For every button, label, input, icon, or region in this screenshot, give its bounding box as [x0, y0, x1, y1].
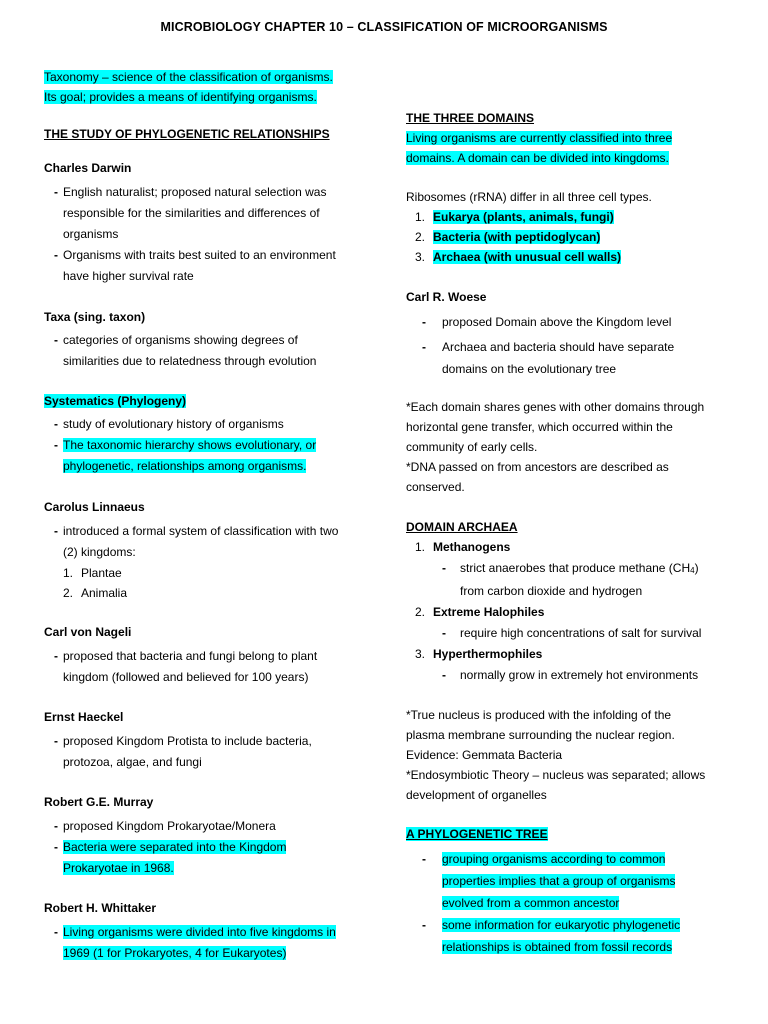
taxa-bullet-1: - categories of organisms showing degrees of similarities due to relatedness through evolution — [54, 333, 317, 368]
linnaeus-item-1: 1. Plantae — [63, 566, 122, 580]
left-column — [44, 67, 374, 964]
right-column — [406, 108, 746, 958]
murray-bullet-2: - Bacteria were separated into the Kingdom Prokaryotae in 1968. — [54, 840, 287, 875]
nageli-bullet-1: - proposed that bacteria and fungi belong to plant kingdom (followed and believed for 100 years) — [54, 649, 318, 684]
domains-intro-2: domains. A domain can be divided into kingdoms. — [406, 151, 669, 165]
archaea-item-2-detail: - require high concentrations of salt for survival — [442, 626, 702, 640]
phylogenetic-heading: THE STUDY OF PHYLOGENETIC RELATIONSHIPS — [44, 127, 330, 141]
tree-bullet-2: - some information for eukaryotic phylogenetic relationships is obtained from fossil records — [422, 918, 681, 954]
woese-bullet-1: - proposed Domain above the Kingdom level — [422, 315, 672, 329]
systematics-name: Systematics (Phylogeny) — [44, 394, 187, 408]
systematics-bullet-1: - study of evolutionary history of organisms — [54, 417, 284, 431]
murray-bullet-1: - proposed Kingdom Prokaryotae/Monera — [54, 819, 276, 833]
phylogenetic-tree-heading: A PHYLOGENETIC TREE — [406, 827, 548, 841]
domain-item-1: 1. Eukarya (plants, animals, fungi) — [415, 210, 614, 224]
whittaker-bullet-1: - Living organisms were divided into five kingdoms in 1969 (1 for Prokaryotes, 4 for Eukaryotes) — [54, 925, 336, 960]
woese-name: Carl R. Woese — [406, 290, 487, 304]
note-gene-transfer: *Each domain shares genes with other domains through horizontal gene transfer, which occurred within the community of early cells. — [406, 400, 705, 454]
linnaeus-bullet-1: - introduced a formal system of classification with two (2) kingdoms: — [54, 524, 339, 559]
taxonomy-goal: Its goal; provides a means of identifying organisms. — [44, 90, 317, 104]
archaea-item-3: 3. Hyperthermophiles — [415, 647, 543, 661]
haeckel-name: Ernst Haeckel — [44, 710, 124, 724]
domain-item-3: 3. Archaea (with unusual cell walls) — [415, 250, 622, 264]
woese-bullet-2: - Archaea and bacteria should have separate domains on the evolutionary tree — [422, 340, 675, 376]
note-nucleus: *True nucleus is produced with the infolding of the plasma membrane surrounding the nuclear region. Evidence: Gemmata Bacteria *Endosymbiotic Theory – nucleus was separated; allows development of organelles — [406, 708, 706, 802]
taxonomy-definition: Taxonomy – science of the classification of organisms. — [44, 70, 333, 84]
archaea-item-2: 2. Extreme Halophiles — [415, 605, 545, 619]
three-domains-heading: THE THREE DOMAINS — [406, 111, 535, 125]
darwin-bullet-1: - English naturalist; proposed natural selection was responsible for the similarities and differences of organisms — [54, 185, 327, 241]
tree-bullet-1: - grouping organisms according to common properties implies that a group of organisms evolved from a common ancestor — [422, 852, 676, 910]
whittaker-name: Robert H. Whittaker — [44, 901, 157, 915]
nageli-name: Carl von Nageli — [44, 625, 132, 639]
note-conserved: *DNA passed on from ancestors are described as conserved. — [406, 460, 669, 494]
darwin-name: Charles Darwin — [44, 161, 132, 175]
ribosomes-text: Ribosomes (rRNA) differ in all three cell types. — [406, 190, 652, 204]
murray-name: Robert G.E. Murray — [44, 795, 154, 809]
taxa-name: Taxa (sing. taxon) — [44, 310, 146, 324]
haeckel-bullet-1: - proposed Kingdom Protista to include bacteria, protozoa, algae, and fungi — [54, 734, 312, 769]
archaea-heading: DOMAIN ARCHAEA — [406, 520, 518, 534]
archaea-item-1: 1. Methanogens — [415, 540, 511, 554]
page-title: MICROBIOLOGY CHAPTER 10 – CLASSIFICATION OF MICROORGANISMS — [160, 20, 608, 34]
domains-intro-1: Living organisms are currently classified into three — [406, 131, 673, 145]
archaea-item-3-detail: - normally grow in extremely hot environments — [442, 668, 699, 682]
archaea-item-1-detail: - strict anaerobes that produce methane $(CH_4)$ from carbon dioxide and hydrogen — [442, 561, 699, 598]
systematics-bullet-2: - The taxonomic hierarchy shows evolutionary, or phylogenetic, relationships among organisms. — [54, 438, 317, 473]
domain-item-2: 2. Bacteria (with peptidoglycan) — [415, 230, 601, 244]
darwin-bullet-2: - Organisms with traits best suited to an environment have higher survival rate — [54, 248, 336, 283]
linnaeus-name: Carolus Linnaeus — [44, 500, 145, 514]
linnaeus-item-2: 2. Animalia — [63, 586, 128, 600]
